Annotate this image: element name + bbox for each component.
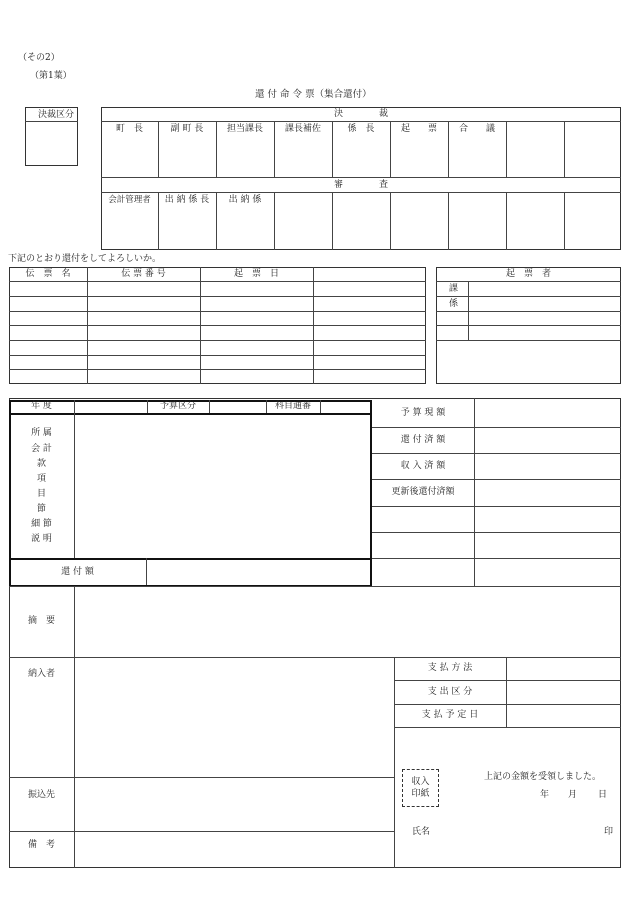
budget-item-setsu: 節 [36, 504, 46, 514]
audit-role-accounting-manager: 会計管理者 [108, 195, 151, 205]
voucher-header-number: 伝 票 番 号 [121, 269, 166, 279]
drafter-unit-label: 係 [449, 299, 459, 309]
budget-item-kan: 款 [36, 459, 46, 469]
budget-item-description: 説 明 [31, 534, 52, 544]
amount-updated-refunded: 更新後還付済額 [391, 487, 455, 497]
budget-item-moku: 目 [36, 489, 46, 499]
intro-text: 下記のとおり還付をしてよろしいか。 [8, 254, 162, 264]
audit-role-cashier: 出 納 係 [228, 195, 262, 205]
approval-type-divider [25, 121, 78, 122]
amount-budget-current: 予 算 現 額 [400, 408, 446, 418]
decision-role-assistant-chief: 課長補佐 [284, 124, 321, 134]
budget-year-label: 年 度 [31, 401, 52, 411]
scheduled-payment-date-label: 支 払 予 定 日 [421, 710, 479, 720]
refund-amount-label: 還 付 額 [61, 567, 94, 577]
receipt-name-label: 氏名 [412, 827, 431, 837]
receipt-seal-label: 印 [604, 827, 614, 837]
decision-role-deputy-mayor: 副 町 長 [170, 124, 204, 134]
payment-method-label: 支 払 方 法 [427, 663, 473, 673]
receipt-text: 上記の金額を受領しました。 [484, 772, 602, 782]
decision-role-unit-chief: 係 長 [347, 124, 375, 134]
decision-title: 決 裁 [333, 109, 388, 119]
amount-refunded: 還 付 済 額 [400, 435, 446, 445]
receipt-date-month: 月 [568, 790, 578, 800]
account-number-label: 科目通番 [274, 401, 311, 411]
expenditure-category-label: 支 出 区 分 [427, 687, 473, 697]
main-form-frame [9, 398, 621, 868]
budget-item-accounting: 会 計 [31, 444, 52, 454]
drafter-section-label: 課 [449, 284, 459, 294]
budget-category-label: 予算区分 [159, 401, 196, 411]
page-title: 還 付 命 令 票（集合還付） [255, 89, 372, 100]
revenue-stamp-box [402, 769, 439, 807]
budget-item-saisetsu: 細 節 [31, 519, 52, 529]
budget-item-kou: 項 [36, 474, 46, 484]
budget-item-affiliation: 所 属 [31, 428, 52, 438]
page-label: （その2） [18, 53, 60, 63]
amount-received: 収 入 済 額 [400, 461, 446, 471]
payer-label: 納入者 [27, 669, 55, 679]
audit-role-cashier-chief: 出 納 係 長 [164, 195, 210, 205]
receipt-date-day: 日 [598, 790, 608, 800]
decision-role-drafter: 起 票 [400, 124, 437, 134]
revenue-stamp-label-2: 印紙 [411, 789, 430, 799]
approval-type-label: 決裁区分 [38, 110, 75, 120]
decision-role-section-chief: 担当課長 [226, 124, 263, 134]
audit-title: 審 査 [333, 180, 388, 190]
voucher-header-date: 起 票 日 [233, 269, 279, 279]
volume-label: （第1葉） [30, 71, 72, 81]
revenue-stamp-label-1: 収入 [411, 777, 430, 787]
transfer-destination-label: 振込先 [27, 790, 55, 800]
receipt-date-year: 年 [540, 790, 550, 800]
remarks-label: 備 考 [27, 840, 55, 850]
decision-role-mayor: 町 長 [115, 124, 143, 134]
drafter-title: 起 票 者 [505, 269, 551, 279]
decision-role-consultation: 合 議 [458, 124, 495, 134]
voucher-header-name: 伝 票 名 [25, 269, 71, 279]
summary-label: 摘 要 [27, 616, 55, 626]
